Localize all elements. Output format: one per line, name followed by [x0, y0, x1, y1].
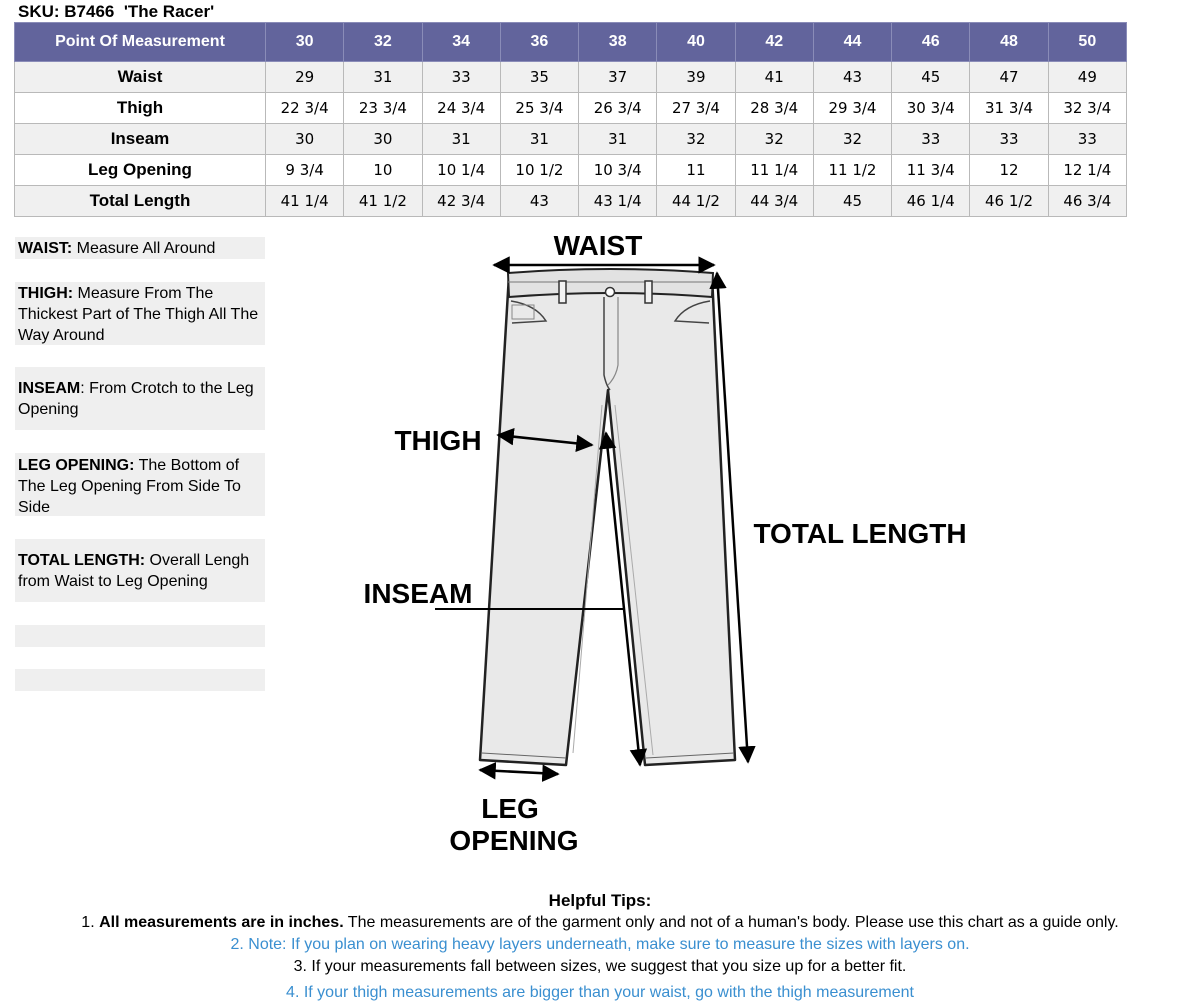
definition-term: TOTAL LENGTH:: [18, 552, 146, 569]
table-cell: 10: [344, 155, 422, 186]
header-size-36: 36: [500, 23, 578, 62]
definition-thigh: [15, 282, 265, 345]
tip-3: 3. If your measurements fall between sizes, we suggest that you size up for a better fit.: [293, 958, 907, 975]
table-cell: 45: [813, 186, 891, 217]
table-cell: 49: [1048, 62, 1126, 93]
table-cell: 22 3/4: [266, 93, 344, 124]
table-cell: 32: [813, 124, 891, 155]
table-cell: 45: [892, 62, 970, 93]
table-cell: 30: [344, 124, 422, 155]
table-cell: 31 3/4: [970, 93, 1048, 124]
table-cell: 10 1/2: [500, 155, 578, 186]
definition-text: Measure All Around: [72, 240, 216, 257]
header-size-32: 32: [344, 23, 422, 62]
table-cell: 33: [892, 124, 970, 155]
table-cell: 23 3/4: [344, 93, 422, 124]
table-cell: 47: [970, 62, 1048, 93]
empty-row: [15, 669, 265, 691]
pants-icon: [480, 269, 735, 765]
table-cell: 11 1/2: [813, 155, 891, 186]
table-cell: 35: [500, 62, 578, 93]
table-cell: 39: [657, 62, 735, 93]
table-cell: 31: [500, 124, 578, 155]
empty-row: [15, 625, 265, 647]
tip-1: [0, 912, 1200, 934]
table-row: [15, 186, 1127, 217]
table-row: [15, 155, 1127, 186]
definition-inseam: [15, 367, 265, 430]
table-cell: 11 1/4: [735, 155, 813, 186]
table-cell: 32: [735, 124, 813, 155]
table-cell: 46 3/4: [1048, 186, 1126, 217]
definition-total-length: [15, 539, 265, 602]
table-body: [15, 62, 1127, 217]
header-point-of-measurement: Point Of Measurement: [15, 23, 266, 62]
row-label: Thigh: [15, 93, 266, 124]
waist-label: WAIST: [553, 230, 643, 261]
header-size-46: 46: [892, 23, 970, 62]
table-cell: 43: [813, 62, 891, 93]
definition-term: INSEAM: [18, 380, 81, 397]
helpful-tips: [0, 890, 1200, 1004]
tip-1-rest: The measurements are of the garment only and not of a human's body. Please use this chart as a guide only.: [343, 914, 1119, 931]
definition-leg-opening: [15, 453, 265, 516]
table-cell: 12: [970, 155, 1048, 186]
row-label: Total Length: [15, 186, 266, 217]
header-size-40: 40: [657, 23, 735, 62]
table-cell: 42 3/4: [422, 186, 500, 217]
table-cell: 11: [657, 155, 735, 186]
table-cell: 31: [344, 62, 422, 93]
table-cell: 24 3/4: [422, 93, 500, 124]
leg-opening-label-line2: OPENING: [449, 825, 579, 856]
definition-term: WAIST:: [18, 240, 73, 257]
table-cell: 29 3/4: [813, 93, 891, 124]
table-header-row: [15, 23, 1127, 62]
table-cell: 10 3/4: [579, 155, 657, 186]
table-row: [15, 93, 1127, 124]
tips-title: Helpful Tips:: [548, 891, 652, 910]
header-size-42: 42: [735, 23, 813, 62]
table-cell: 44 3/4: [735, 186, 813, 217]
row-label: Waist: [15, 62, 266, 93]
table-row: [15, 124, 1127, 155]
table-cell: 44 1/2: [657, 186, 735, 217]
sku-title: SKU: B7466 'The Racer': [18, 2, 215, 21]
table-cell: 32: [657, 124, 735, 155]
table-cell: 25 3/4: [500, 93, 578, 124]
table-cell: 33: [1048, 124, 1126, 155]
table-row: [15, 62, 1127, 93]
table-cell: 9 3/4: [266, 155, 344, 186]
leg-opening-arrow: [480, 770, 558, 774]
tip-1-bold: All measurements are in inches.: [99, 914, 344, 931]
table-cell: 46 1/4: [892, 186, 970, 217]
tip-4: 4. If your thigh measurements are bigger than your waist, go with the thigh measurement: [286, 984, 914, 1001]
table-cell: 26 3/4: [579, 93, 657, 124]
definition-text: Overall Lengh from Waist to Leg Opening: [18, 552, 250, 590]
table-cell: 27 3/4: [657, 93, 735, 124]
header-size-30: 30: [266, 23, 344, 62]
row-label: Leg Opening: [15, 155, 266, 186]
definition-text: : From Crotch to the Leg Opening: [18, 380, 254, 418]
table-cell: 46 1/2: [970, 186, 1048, 217]
definition-term: LEG OPENING:: [18, 457, 135, 474]
definition-text: Measure From The Thickest Part of The Thigh All The Way Around: [18, 285, 259, 344]
definition-term: THIGH:: [18, 285, 74, 302]
header-size-48: 48: [970, 23, 1048, 62]
header-size-44: 44: [813, 23, 891, 62]
definition-waist: [15, 237, 265, 259]
table-cell: 29: [266, 62, 344, 93]
tip-2: 2. Note: If you plan on wearing heavy layers underneath, make sure to measure the sizes with layers on.: [230, 936, 970, 953]
header-size-34: 34: [422, 23, 500, 62]
table-cell: 33: [422, 62, 500, 93]
table-cell: 30: [266, 124, 344, 155]
inseam-label: INSEAM: [363, 578, 473, 609]
pants-measurement-diagram: [340, 225, 1000, 865]
definition-text: The Bottom of The Leg Opening From Side To Side: [18, 457, 241, 516]
table-cell: 41 1/2: [344, 186, 422, 217]
table-cell: 43 1/4: [579, 186, 657, 217]
table-cell: 41 1/4: [266, 186, 344, 217]
table-cell: 10 1/4: [422, 155, 500, 186]
table-cell: 31: [579, 124, 657, 155]
table-cell: 12 1/4: [1048, 155, 1126, 186]
tip-1-prefix: 1.: [81, 914, 100, 931]
table-cell: 30 3/4: [892, 93, 970, 124]
row-label: Inseam: [15, 124, 266, 155]
thigh-label: THIGH: [394, 425, 482, 456]
table-cell: 11 3/4: [892, 155, 970, 186]
total-length-label: TOTAL LENGTH: [753, 518, 967, 549]
table-cell: 31: [422, 124, 500, 155]
leg-opening-label-line1: LEG: [481, 793, 539, 824]
table-cell: 32 3/4: [1048, 93, 1126, 124]
table-cell: 43: [500, 186, 578, 217]
header-size-38: 38: [579, 23, 657, 62]
size-chart-table: [14, 22, 1127, 217]
header-size-50: 50: [1048, 23, 1126, 62]
table-cell: 41: [735, 62, 813, 93]
table-cell: 37: [579, 62, 657, 93]
table-cell: 28 3/4: [735, 93, 813, 124]
table-cell: 33: [970, 124, 1048, 155]
